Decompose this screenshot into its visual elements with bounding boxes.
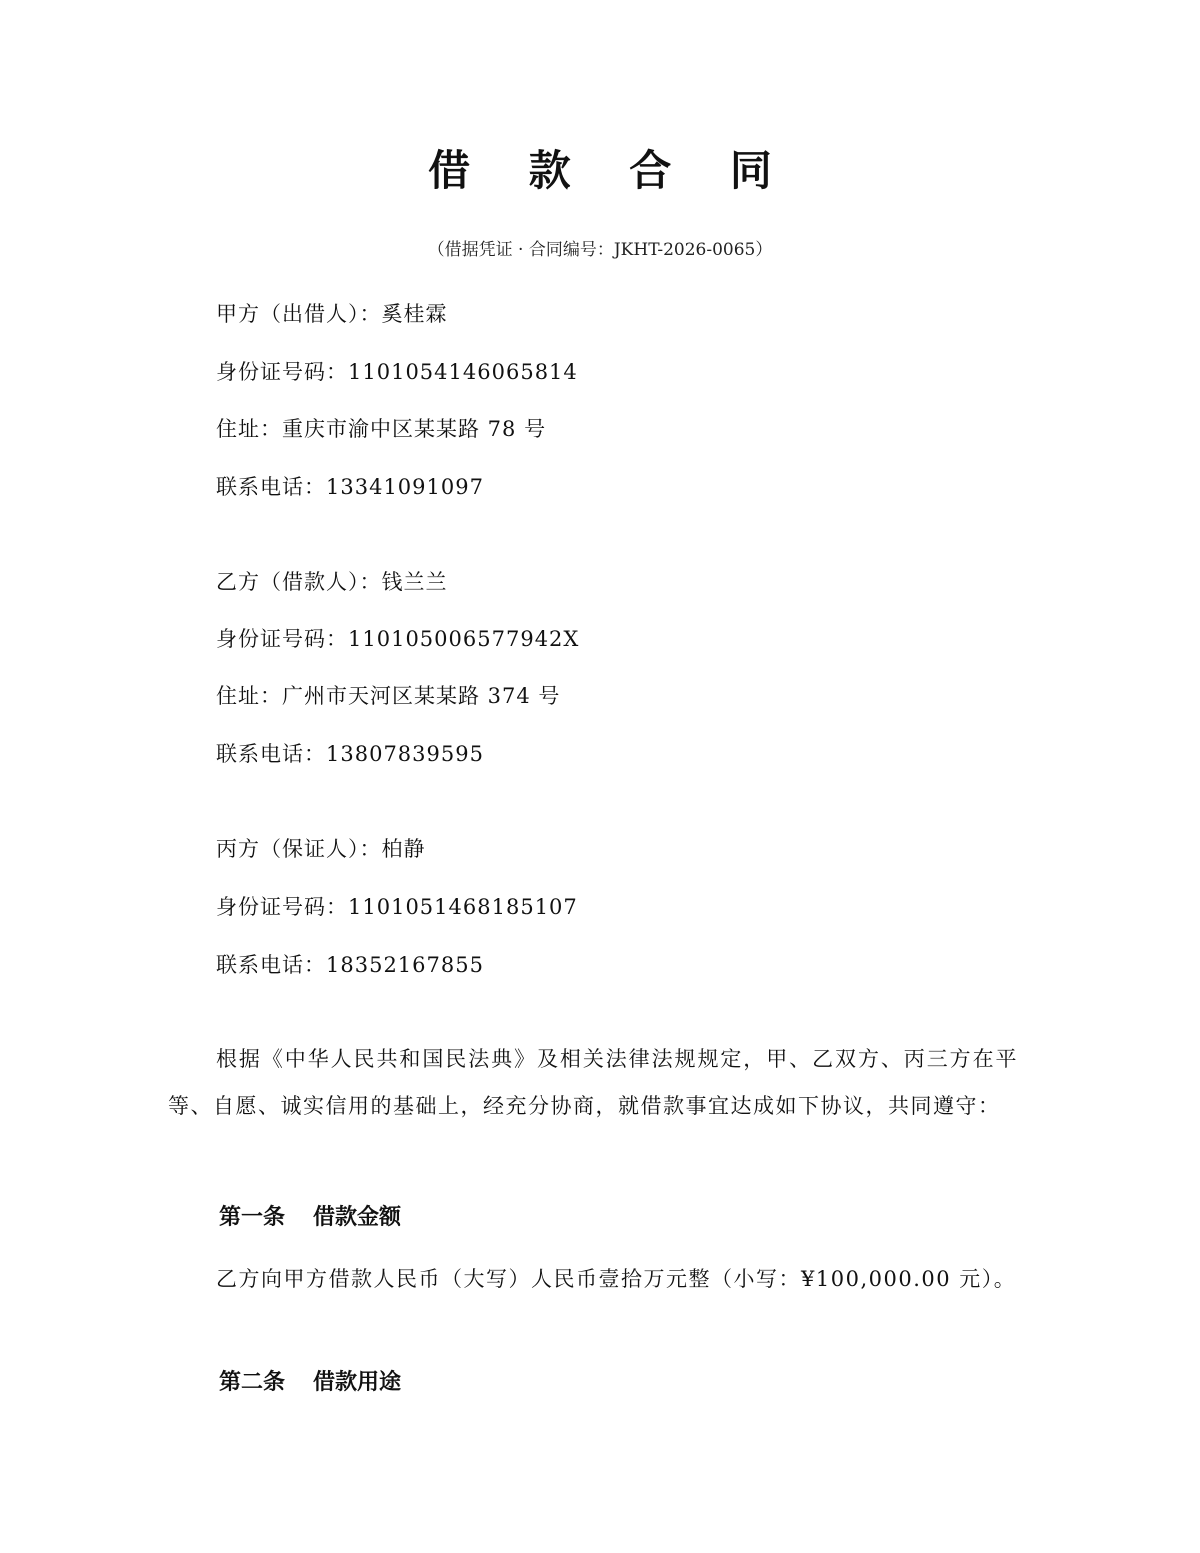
article-1-title: 借款金额: [313, 1205, 402, 1230]
party-b-phone: 联系电话：13807839595: [216, 742, 484, 766]
article-2-number: 第二条: [219, 1370, 286, 1395]
party-a-phone: 联系电话：13341091097: [216, 475, 484, 499]
preamble-paragraph: 根据《中华人民共和国民法典》及相关法律法规规定，甲、乙双方、丙三方在平等、自愿、诚实信用的基础上，经充分协商，就借款事宜达成如下协议，共同遵守：: [168, 1047, 1018, 1118]
party-a-name: 甲方（出借人）：奚桂霖: [216, 302, 448, 326]
article-1-body: 乙方向甲方借款人民币（大写）人民币壹拾万元整（小写：¥100,000.00 元）。: [216, 1267, 1017, 1291]
article-2-title: 借款用途: [313, 1370, 402, 1395]
document-title: 借 款 合 同: [428, 146, 794, 195]
party-b-address: 住址：广州市天河区某某路 374 号: [216, 684, 561, 708]
document-subtitle: （借据凭证 · 合同编号：JKHT-2026-0065）: [427, 240, 773, 260]
party-b-id: 身份证号码：110105006577942X: [216, 627, 580, 651]
party-a-address: 住址：重庆市渝中区某某路 78 号: [216, 417, 547, 441]
article-1-heading: [219, 1201, 401, 1235]
party-a-id: 身份证号码：1101054146065814: [216, 360, 578, 384]
party-c-id: 身份证号码：1101051468185107: [216, 895, 578, 919]
party-c-phone: 联系电话：18352167855: [216, 953, 484, 977]
party-b-name: 乙方（借款人）：钱兰兰: [216, 570, 448, 594]
article-1-number: 第一条: [219, 1205, 286, 1230]
party-c-name: 丙方（保证人）：柏静: [216, 837, 426, 861]
article-2-heading: [219, 1366, 401, 1400]
